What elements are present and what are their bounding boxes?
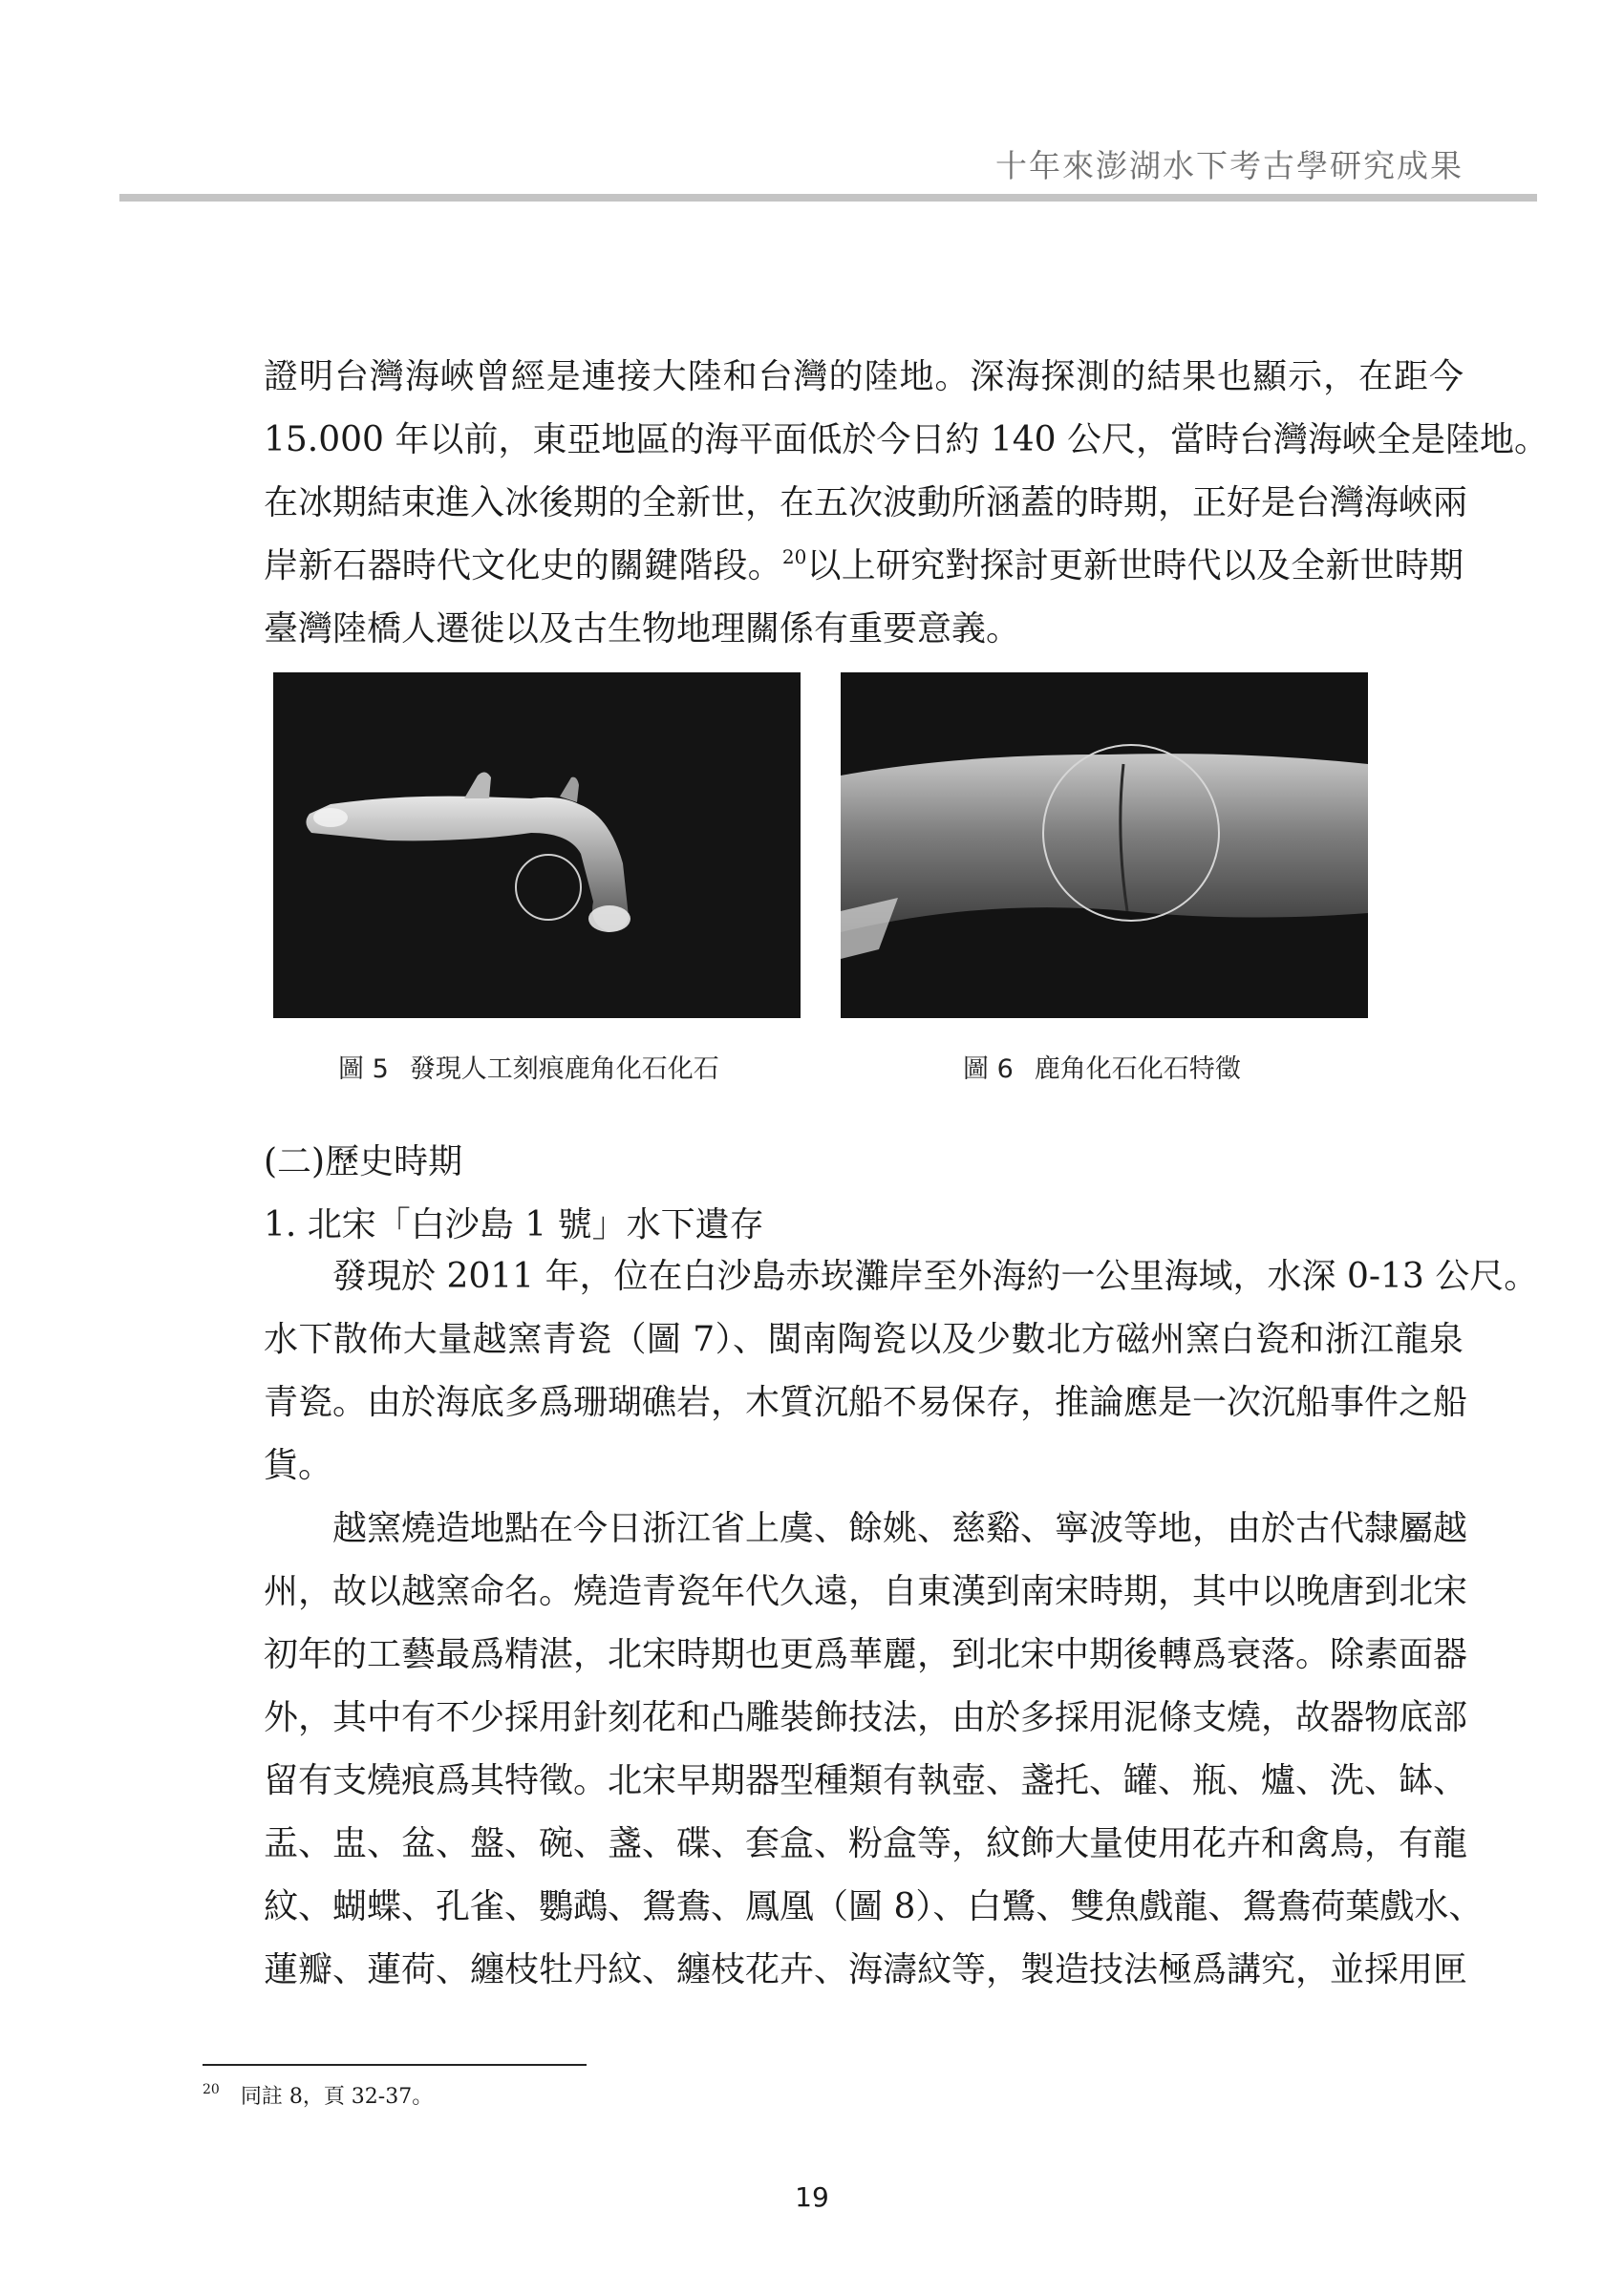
figure-number: 圖 5 (338, 1054, 389, 1084)
text-line: 證明台灣海峽曾經是連接大陸和台灣的陸地。深海探測的結果也顯示，在距今 (264, 357, 1464, 396)
header-rule (119, 194, 1537, 202)
text-line: 外，其中有不少採用針刻花和凸雕裝飾技法，由於多採用泥條支燒，故器物底部 (264, 1698, 1468, 1737)
caption-text: 發現人工刻痕鹿角化石化石 (409, 1054, 719, 1084)
figure-6-photo (841, 672, 1368, 1018)
figure-6-caption (963, 1048, 1241, 1085)
text-line: 15.000 年以前，東亞地區的海平面低於今日約 140 公尺，當時台灣海峽全是陸地。 (264, 420, 1549, 459)
subsection-heading: 1. 北宋「白沙島 1 號」水下遺存 (264, 1205, 764, 1244)
page-number: 19 (795, 2181, 829, 2213)
text-line: 貨。 (264, 1446, 333, 1485)
footnote-ref: 20 (781, 545, 807, 568)
running-head: 十年來澎湖水下考古學研究成果 (995, 147, 1464, 184)
text-line: 盂、盅、盆、盤、碗、盞、碟、套盒、粉盒等，紋飾大量使用花卉和禽鳥，有龍 (264, 1824, 1468, 1863)
text-line: 州，故以越窯命名。燒造青瓷年代久遠，自東漢到南宋時期，其中以晚唐到北宋 (264, 1572, 1468, 1611)
footnote-rule (203, 2064, 587, 2066)
text-line: 在冰期結束進入冰後期的全新世，在五次波動所涵蓋的時期，正好是台灣海峽兩 (264, 483, 1468, 522)
text-segment: 以上研究對探討更新世時代以及全新世時期 (806, 546, 1464, 585)
text-line: 水下散佈大量越窯青瓷（圖 7）、閩南陶瓷以及少數北方磁州窯白瓷和浙江龍泉 (264, 1320, 1464, 1359)
figure-number: 圖 6 (963, 1054, 1014, 1084)
text-line: 臺灣陸橋人遷徙以及古生物地理關係有重要意義。 (264, 609, 1021, 648)
text-line: 紋、蝴蝶、孔雀、鸚鵡、鴛鴦、鳳凰（圖 8）、白鷺、雙魚戲龍、鴛鴦荷葉戲水、 (264, 1887, 1484, 1926)
text-line: 青瓷。由於海底多爲珊瑚礁岩，木質沉船不易保存，推論應是一次沉船事件之船 (264, 1383, 1468, 1422)
paragraph-2 (264, 1245, 1539, 1498)
text-segment: 岸新石器時代文化史的關鍵階段。 (264, 546, 782, 585)
figure-5-photo (273, 672, 801, 1018)
text-line: 留有支燒痕爲其特徵。北宋早期器型種類有執壺、盞托、罐、瓶、爐、洗、缽、 (264, 1761, 1468, 1800)
antler-closeup-illustration (841, 672, 1368, 1018)
paragraph-3 (264, 1498, 1484, 2002)
text-line: 越窯燒造地點在今日浙江省上虞、餘姚、慈谿、寧波等地，由於古代隸屬越 (332, 1509, 1468, 1548)
caption-text: 鹿角化石化石特徵 (1034, 1054, 1241, 1084)
paragraph-1 (264, 346, 1549, 661)
footnote-text: 同註 8，頁 32-37。 (240, 2085, 434, 2109)
antler-fossil-illustration (273, 672, 801, 1018)
text-line: 初年的工藝最爲精湛，北宋時期也更爲華麗，到北宋中期後轉爲衰落。除素面器 (264, 1635, 1468, 1674)
figure-5-caption (338, 1048, 719, 1085)
footnote-mark: 20 (203, 2082, 220, 2097)
text-line: 發現於 2011 年，位在白沙島赤崁灘岸至外海約一公里海域，水深 0-13 公尺。 (332, 1257, 1539, 1296)
section-heading: (二)歷史時期 (264, 1142, 463, 1181)
footnote (203, 2080, 433, 2110)
text-line: 蓮瓣、蓮荷、纏枝牡丹紋、纏枝花卉、海濤紋等，製造技法極爲講究，並採用匣 (264, 1950, 1468, 1989)
text-line (264, 535, 1464, 598)
